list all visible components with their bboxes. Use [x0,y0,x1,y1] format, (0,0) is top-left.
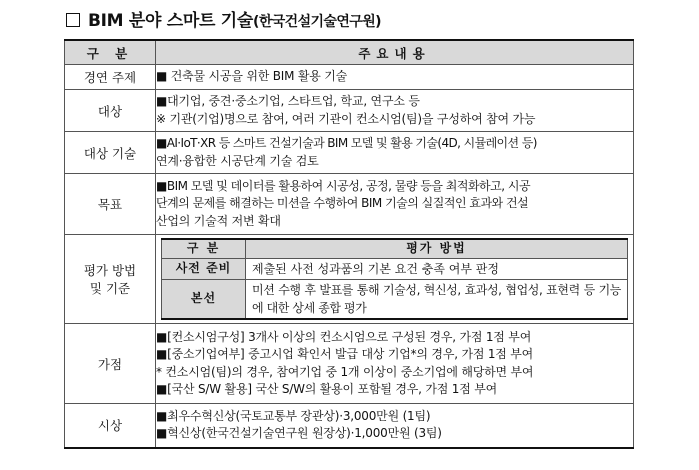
row-label: 시상 [65,404,156,448]
row-tech [65,132,634,174]
content-line: 연계·융합한 시공단계 기술 검토 [156,153,319,168]
contest-info-table [64,39,634,449]
content-line: ■AI·IoT·XR 등 스마트 건설기술과 BIM 모델 및 활용 기술(4D, 시뮬레이션 등) [156,136,537,150]
row-label: 가점 [65,324,156,404]
header-category: 구 분 [65,40,156,65]
content-line: ■혁신상(한국건설기술연구원 원장상)·1,000만원 (3팀) [156,426,442,441]
label-line: 평가 방법 [83,263,137,278]
content-line: 단계의 문제를 해결하는 미션을 수행하여 BIM 기술의 실질적인 효과와 건설 [156,196,529,211]
content-line: * 컨소시엄(팀)의 경우, 참여기업 중 1개 이상이 중소기업에 해당하면 부여 [156,364,534,379]
row-content [156,324,634,404]
inner-row-text: 제출된 사전 성과품의 기본 요건 충족 여부 판정 [246,259,628,280]
content-line: ■[국산 S/W 활용] 국산 S/W의 활용이 포함될 경우, 가점 1점 부여 [156,382,497,396]
content-line: ■BIM 모델 및 데이터를 활용하여 시공성, 공정, 물량 등을 최적화하고, 시공 [156,178,531,193]
row-content [156,132,634,174]
row-bonus [65,324,634,404]
inner-header-category: 구 분 [162,239,246,259]
row-label: 목표 [65,174,156,235]
row-label: 대상 기술 [65,132,156,174]
content-line: ■최우수혁신상(국토교통부 장관상)·3,000만원 (1팀) [156,408,431,423]
content-line: ※ 기관(기업)명으로 참여, 여러 기관이 컨소시엄(팀)을 구성하여 참여 가능 [156,111,536,126]
evaluation-table [161,238,628,320]
row-award [65,404,634,448]
inner-row-text: 미션 수행 후 발표를 통해 기술성, 혁신성, 효과성, 협업성, 표현력 등 기능에 대한 상세 종합 평가 [246,280,628,320]
content-line: ■대기업, 중견·중소기업, 스타트업, 학교, 연구소 등 [156,94,420,108]
row-content [156,235,634,324]
row-content [156,404,634,448]
row-topic [65,65,634,90]
row-label: 경연 주제 [65,65,156,90]
inner-row-label: 본선 [162,280,246,320]
row-content [156,90,634,132]
content-line: 산업의 기술적 저변 확대 [156,213,281,228]
content-line: ■[중소기업여부] 중고시업 확인서 발급 대상 기업*의 경우, 가점 1점 부여 [156,347,534,361]
checkbox-square-icon [66,13,80,27]
row-goal [65,174,634,235]
title-sub: (한국건설기술연구원) [253,14,381,30]
row-label [65,235,156,324]
row-content [156,174,634,235]
row-content [156,65,634,90]
row-label: 대상 [65,90,156,132]
inner-row [162,280,628,320]
header-content: 주요내용 [156,40,634,65]
row-evaluation [65,235,634,324]
label-line: 및 기준 [89,281,131,296]
content-line: ■ 건축물 시공을 위한 BIM 활용 기술 [156,69,348,84]
document-title [66,6,381,32]
inner-row [162,259,628,280]
content-line: ■[컨소시엄구성] 3개사 이상의 컨소시엄으로 구성된 경우, 가점 1점 부여 [156,329,532,344]
table-header-row [65,40,634,65]
row-target [65,90,634,132]
title-main: BIM 분야 스마트 기술 [88,11,254,31]
inner-row-label: 사전 준비 [162,259,246,280]
inner-header-method: 평가 방법 [246,239,628,259]
inner-header-row [162,239,628,259]
